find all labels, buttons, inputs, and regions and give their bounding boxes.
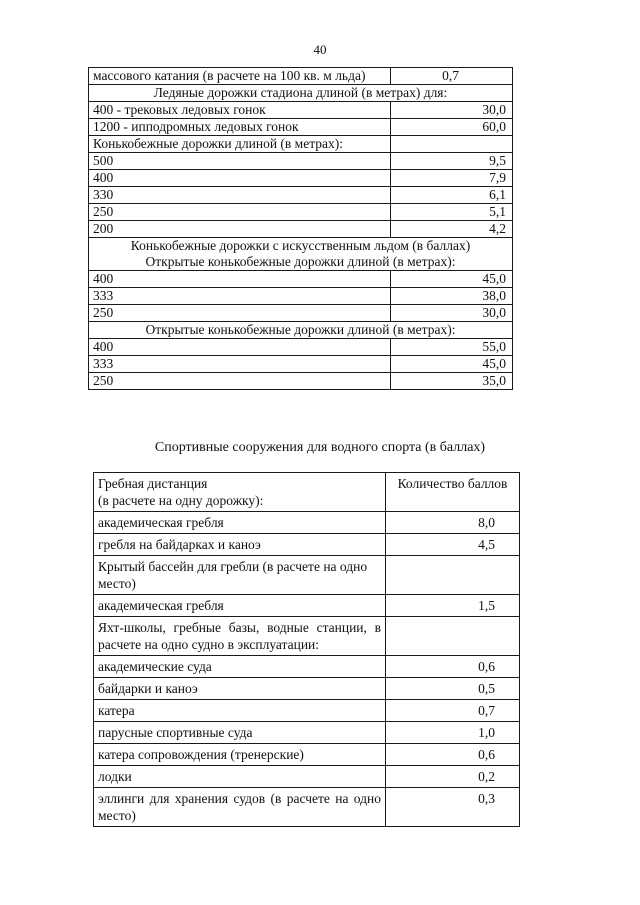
row-value: 60,0 [391, 119, 513, 136]
row-value: 35,0 [391, 373, 513, 390]
row-value: 0,6 [386, 744, 520, 766]
row-label: 400 [89, 339, 391, 356]
water-sports-table [93, 472, 520, 827]
row-value: 30,0 [391, 102, 513, 119]
table-row [89, 187, 513, 204]
row-value: 0,7 [391, 68, 513, 85]
row-value: 6,1 [391, 187, 513, 204]
row-value: 55,0 [391, 339, 513, 356]
row-value-empty [391, 136, 513, 153]
row-label: Яхт-школы, гребные базы, водные станции, в расчете на одно судно в эксплуатации: [94, 617, 386, 656]
row-label: парусные спортивные суда [94, 722, 386, 744]
row-label: 250 [89, 204, 391, 221]
page-number: 40 [313, 42, 327, 57]
row-label: лодки [94, 766, 386, 788]
table-row [89, 136, 513, 153]
table-row [89, 170, 513, 187]
section-heading-artificial-ice [89, 238, 513, 271]
table-section-heading [89, 322, 513, 339]
row-value: 4,5 [386, 534, 520, 556]
row-label: 1200 - ипподромных ледовых гонок [89, 119, 391, 136]
row-value: 5,1 [391, 204, 513, 221]
table-row [89, 339, 513, 356]
table-row [89, 119, 513, 136]
row-label: 400 [89, 271, 391, 288]
row-value: 1,0 [386, 722, 520, 744]
header-left-line2: (в расчете на одну дорожку): [98, 493, 264, 508]
table-row [89, 356, 513, 373]
row-label: катера [94, 700, 386, 722]
table-row [89, 153, 513, 170]
table-row [94, 722, 520, 744]
ice-facilities-table [88, 67, 513, 390]
header-left [94, 473, 386, 512]
row-value [386, 617, 520, 656]
heading-artificial-ice: Конькобежные дорожки с искусственным льдом (в баллах) [130, 238, 471, 253]
row-value: 30,0 [391, 305, 513, 322]
row-label: 333 [89, 288, 391, 305]
row-label: катера сопровождения (тренерские) [94, 744, 386, 766]
table-row [94, 678, 520, 700]
row-label: гребля на байдарках и каноэ [94, 534, 386, 556]
row-label: массового катания (в расчете на 100 кв. м льда) [89, 68, 391, 85]
row-label: 250 [89, 373, 391, 390]
header-right: Количество баллов [386, 473, 520, 512]
table-section-heading [89, 85, 513, 102]
table-row [94, 766, 520, 788]
table-row [89, 102, 513, 119]
row-value [386, 556, 520, 595]
table-section-heading [89, 238, 513, 271]
row-label: байдарки и каноэ [94, 678, 386, 700]
table-header-row [94, 473, 520, 512]
header-left-line1: Гребная дистанция [98, 476, 208, 491]
heading-open-tracks: Открытые конькобежные дорожки длиной (в метрах): [145, 254, 456, 269]
row-label: 400 [89, 170, 391, 187]
row-label: 500 [89, 153, 391, 170]
table-row [89, 288, 513, 305]
row-label: академические суда [94, 656, 386, 678]
table-row [89, 68, 513, 85]
row-label: академическая гребля [94, 595, 386, 617]
table-row [89, 221, 513, 238]
table-row [94, 595, 520, 617]
row-label: академическая гребля [94, 512, 386, 534]
table-row [89, 373, 513, 390]
section-heading-open-tracks-2: Открытые конькобежные дорожки длиной (в метрах): [89, 322, 513, 339]
table-row [94, 656, 520, 678]
section-title: Спортивные сооружения для водного спорта (в баллах) [154, 440, 486, 455]
row-value: 0,3 [386, 788, 520, 827]
row-value: 45,0 [391, 356, 513, 373]
table-row [94, 744, 520, 766]
row-value: 7,9 [391, 170, 513, 187]
table-row [94, 512, 520, 534]
row-label: эллинги для хранения судов (в расчете на одно место) [94, 788, 386, 827]
row-value: 4,2 [391, 221, 513, 238]
row-value: 0,7 [386, 700, 520, 722]
row-value: 0,6 [386, 656, 520, 678]
row-value: 0,5 [386, 678, 520, 700]
row-label: 200 [89, 221, 391, 238]
table-row [89, 305, 513, 322]
row-value: 45,0 [391, 271, 513, 288]
row-label: 400 - трековых ледовых гонок [89, 102, 391, 119]
row-value: 0,2 [386, 766, 520, 788]
row-value: 9,5 [391, 153, 513, 170]
table-row [94, 700, 520, 722]
row-label: 330 [89, 187, 391, 204]
row-label: 333 [89, 356, 391, 373]
row-label: Крытый бассейн для гребли (в расчете на одно место) [94, 556, 386, 595]
row-label: 250 [89, 305, 391, 322]
row-value: 1,5 [386, 595, 520, 617]
table-row [94, 534, 520, 556]
row-value: 38,0 [391, 288, 513, 305]
table-row [94, 556, 520, 595]
table-row [89, 271, 513, 288]
section-heading-skating-tracks: Конькобежные дорожки длиной (в метрах): [89, 136, 391, 153]
table-row [94, 788, 520, 827]
table-row [94, 617, 520, 656]
table-row [89, 204, 513, 221]
section-heading-ice-tracks: Ледяные дорожки стадиона длиной (в метрах) для: [89, 85, 513, 102]
row-value: 8,0 [386, 512, 520, 534]
